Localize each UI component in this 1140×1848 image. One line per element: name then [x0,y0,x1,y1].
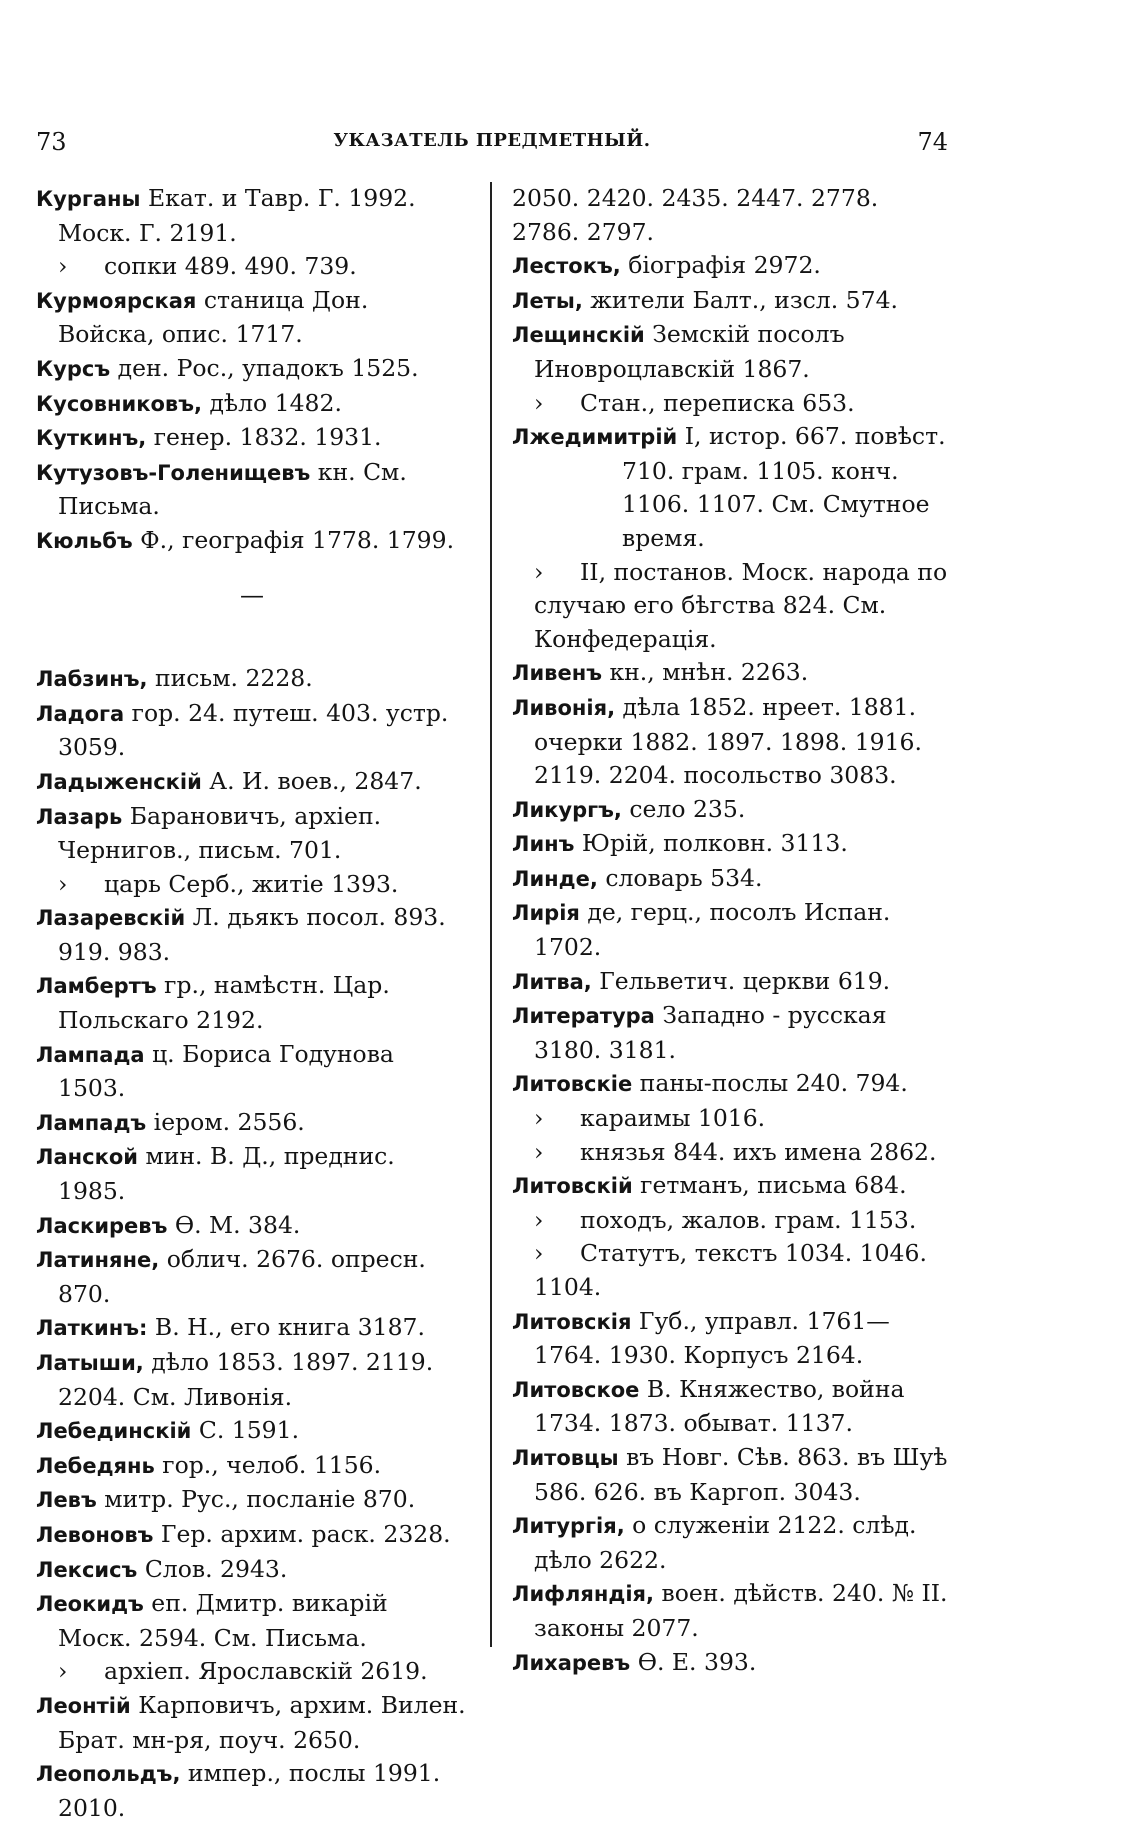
entry-headword: Латкинъ: [36,1316,148,1341]
index-entry [36,387,468,422]
entry-headword: Лазаревскій [36,906,186,931]
entry-headword: Кутузовъ-Голенищевъ [36,460,311,485]
index-subentry [512,1136,952,1170]
index-entry [36,901,468,969]
index-subentry [36,1655,468,1689]
index-entry [512,249,952,284]
entry-text: кн., мнѣн. 2263. [601,658,809,687]
index-entry [36,1518,468,1553]
index-entry [36,969,468,1037]
entry-headword: Линде, [512,866,598,891]
ditto-mark: › [58,252,68,281]
entry-text: А. И. воев., 2847. [201,766,422,795]
entry-headword: Лирія [512,901,580,926]
index-entry [512,656,952,691]
entry-headword: Литовскій [512,1174,633,1199]
entry-headword: Ламбертъ [36,974,157,999]
index-entry [36,1346,468,1414]
ditto-mark: › [534,1239,544,1268]
entry-text: дѣло 1853. 1897. 2119. 2204. См. Ливонія. [58,1348,434,1411]
index-entry [36,352,468,387]
entry-text: Юрій, полковн. 3113. [574,829,848,858]
entry-text: С. 1591. [191,1416,300,1445]
index-column-right [512,182,952,1680]
entry-headword: Литовцы [512,1445,619,1470]
index-entry [36,1038,468,1106]
entry-headword: Латыши, [36,1351,144,1375]
index-entry [36,284,468,352]
entry-text: Барановичъ, архіеп. Чернигов., письм. 701. [58,801,382,865]
entry-text: Ѳ. Е. 393. [630,1647,757,1676]
subentry-text: II, постанов. Моск. народа по случаю его бѣгства 824. См. Конфедерація. [534,557,948,653]
index-entry [36,1243,468,1311]
entry-headword: Лебедянь [36,1453,155,1478]
entry-text: митр. Рус., посланіе 870. [96,1485,416,1514]
entry-text: Земскій посолъ Иноврoцлавскій 1867. [534,320,845,383]
entry-text: словарь 534. [597,863,763,892]
entry-headword: Кусовниковъ, [36,391,202,416]
index-entry [36,1209,468,1244]
index-entry [36,421,468,456]
entry-headword: Лампадъ [36,1110,147,1135]
subentry-text: архіеп. Ярославскій 2619. [104,1657,428,1686]
subentry-text: походъ, жалов. грам. 1153. [580,1205,917,1234]
ditto-mark: › [534,1104,544,1133]
entry-headword: Курганы [36,187,141,211]
entry-text: село 235. [621,794,746,823]
entry-headword: Лебединскій [36,1419,192,1444]
entry-text: де, герц., посолъ Испан. 1702. [534,898,891,962]
entry-headword: Литургія, [512,1514,625,1539]
index-entry [36,182,468,250]
entry-headword: Латинянe, [36,1248,160,1273]
entry-headword: Леты, [512,288,583,313]
index-entry [512,1169,952,1204]
entry-headword: Куткинъ, [36,426,147,451]
entry-headword: Ликургъ, [512,797,622,822]
ditto-mark: › [534,1137,544,1166]
index-entry [36,1587,468,1655]
index-entry [36,1483,468,1518]
entry-headword: Лампада [36,1042,145,1067]
entry-text: Екат. и Тавр. Г. 1992. Моск. Г. 2191. [58,184,416,247]
entry-text: гор., челоб. 1156. [154,1450,382,1479]
index-entry [36,1757,468,1825]
entry-text: письм. 2228. [147,664,313,693]
entry-text: гор. 24. путеш. 403. устр. 3059. [58,698,449,762]
running-title: УКАЗАТЕЛЬ ПРЕДМЕТНЫЙ. [333,130,651,151]
entry-text: жители Балт., изсл. 574. [582,285,899,314]
index-entry [512,318,952,386]
entry-text: генер. 1832. 1931. [146,423,382,452]
entry-text: Гельветич. церкви 619. [591,966,891,995]
index-entry [512,420,952,455]
entry-text: ц. Бориса Годунова 1503. [58,1039,394,1103]
ditto-mark: › [534,557,544,586]
entry-text: кн. См. Письма. [58,457,407,521]
entry-headword: Литовское [512,1377,640,1402]
index-entry [512,999,952,1067]
entry-text: Л. дьякъ посол. 893. 919. 983. [58,903,446,966]
index-entry [512,1305,952,1373]
index-entry-continuation: 2050. 2420. 2435. 2447. 2778. 2786. 2797. [512,184,879,246]
entry-headword: Лихаревъ [512,1650,631,1675]
index-subentry [512,556,952,657]
entry-text: I, истор. 667. повѣст. [677,422,946,451]
entry-headword: Литовскіе [512,1072,633,1097]
index-entry [512,862,952,897]
entry-text: Ѳ. М. 384. [167,1210,301,1239]
entry-headword: Лазарь [36,804,123,829]
entry-text: въ Новг. Сѣв. 863. въ Шуѣ 586. 626. въ Каргоп. 3043. [534,1442,948,1506]
entry-text: ден. Рос., упадокъ 1525. [110,353,419,382]
entry-text: гр., намѣстн. Цар. Польскаго 2192. [58,971,390,1035]
index-entry [36,1689,468,1757]
index-entry [36,697,468,765]
entry-headword: Лестокъ, [512,254,621,279]
entry-text: паны-послы 240. 794. [632,1069,908,1098]
entry-text: Карповичъ, архим. Вилен. Брат. мн-ря, поуч. 2650. [58,1690,466,1754]
index-entry [36,1311,468,1346]
entry-text: Губ., управл. 1761—1764. 1930. Корпусъ 2164. [534,1306,890,1370]
entry-text: біографія 2972. [620,251,821,280]
index-subentry [512,1204,952,1238]
index-entry [512,827,952,862]
index-entry [36,1449,468,1484]
index-entry [36,1106,468,1141]
entry-headword: Курсъ [36,356,111,381]
entry-headword: Ладыженскій [36,769,202,794]
entry-headword: Литва, [512,969,592,994]
index-entry [512,1509,952,1577]
entry-text: В. Н., его книга 3187. [147,1313,425,1342]
entry-text: станица Дон. Войска, опис. 1717. [58,285,369,349]
entry-headword: Ливенъ [512,661,602,686]
index-entry [36,765,468,800]
entry-headword: Литература [512,1004,655,1029]
entry-text: о служеніи 2122. слѣд. дѣло 2622. [534,1511,917,1574]
ditto-mark: › [58,1657,68,1686]
index-column-left [36,182,468,1825]
entry-headword: Леокидъ [36,1592,144,1617]
entry-text: гетманъ, письма 684. [632,1171,907,1200]
entry-text: дѣло 1482. [201,388,342,417]
index-entry [512,896,952,964]
index-entry [36,456,468,524]
index-entry [36,1140,468,1208]
ditto-mark: › [534,388,544,417]
index-subentry [512,1237,952,1304]
entry-headword: Курмоярская [36,288,197,313]
subentry-text: царь Серб., житіе 1393. [104,869,399,898]
entry-headword: Леонтій [36,1693,131,1718]
index-subentry [512,387,952,421]
subentry-text: караимы 1016. [580,1104,766,1133]
index-entry [36,524,468,559]
entry-headword: Лещинскій [512,323,645,348]
page-number-right: 74 [917,128,948,156]
entry-text: Ф., географія 1778. 1799. [132,525,455,554]
entry-text: дѣла 1852. нреет. 1881. очерки 1882. 1897. 1898. 1916. 2119. 2204. посольство 3083. [534,692,922,790]
index-entry [36,800,468,868]
index-entry [36,662,468,697]
entry-headword: Кюльбъ [36,528,133,553]
index-entry [512,284,952,319]
index-subentry [36,250,468,284]
index-entry [512,1373,952,1441]
entry-text: мин. В. Д., преднис. 1985. [58,1142,395,1206]
page-header [36,128,948,162]
ditto-mark: › [534,1205,544,1234]
column-divider [490,182,492,1647]
entry-headword: Лексисъ [36,1557,138,1582]
entry-text: іером. 2556. [146,1107,305,1136]
index-entry [512,1577,952,1645]
entry-headword: Ладога [36,701,125,726]
page-number-left: 73 [36,128,67,156]
entry-headword: Левоновъ [36,1522,154,1547]
entry-text: воен. дѣйств. 240. № II. законы 2077. [534,1579,948,1642]
entry-headword: Ливонія, [512,695,616,720]
index-entry [36,1553,468,1588]
ditto-mark: › [58,869,68,898]
index-entry [36,1414,468,1449]
index-entry [512,691,952,793]
index-entry [512,965,952,1000]
entry-headword: Левъ [36,1488,97,1513]
index-entry [512,1441,952,1509]
index-entry [512,1067,952,1102]
entry-headword: Ланской [36,1145,138,1170]
index-entry [512,1646,952,1681]
entry-headword: Лжедимитрій [512,425,678,450]
entry-text: еп. Дмитр. викарій Моск. 2594. См. Письма. [58,1589,388,1652]
index-entry [512,793,952,828]
index-subentry [512,1102,952,1136]
entry-text: импер., послы 1991. 2010. [58,1759,441,1822]
entry-text: В. Княжество, война 1734. 1873. обыват. 1137. [534,1374,905,1438]
entry-text: Гер. архим. раск. 2328. [153,1519,451,1548]
entry-headword: Леопольдъ, [36,1762,181,1787]
section-separator-dash: — [240,580,264,609]
entry-headword: Ласкиревъ [36,1213,168,1238]
subentry-text: сопки 489. 490. 739. [104,252,357,281]
entry-text: Западно - русская 3180. 3181. [534,1001,887,1064]
entry-headword: Лабзинъ, [36,667,148,692]
index-subentry [36,868,468,902]
subentry-text: Статутъ, текстъ 1034. 1046. 1104. [534,1239,927,1301]
index-entry-continuation: 710. грам. 1105. конч. 1106. 1107. См. Смутное время. [622,456,930,552]
entry-headword: Литовскія [512,1309,632,1334]
entry-text: Слов. 2943. [137,1554,288,1583]
entry-text: облич. 2676. опресн. 870. [58,1245,426,1308]
subentry-text: Стан., переписка 653. [580,388,855,417]
entry-headword: Линъ [512,832,575,857]
entry-headword: Лифляндія, [512,1582,654,1607]
subentry-text: князья 844. ихъ имена 2862. [580,1137,937,1166]
